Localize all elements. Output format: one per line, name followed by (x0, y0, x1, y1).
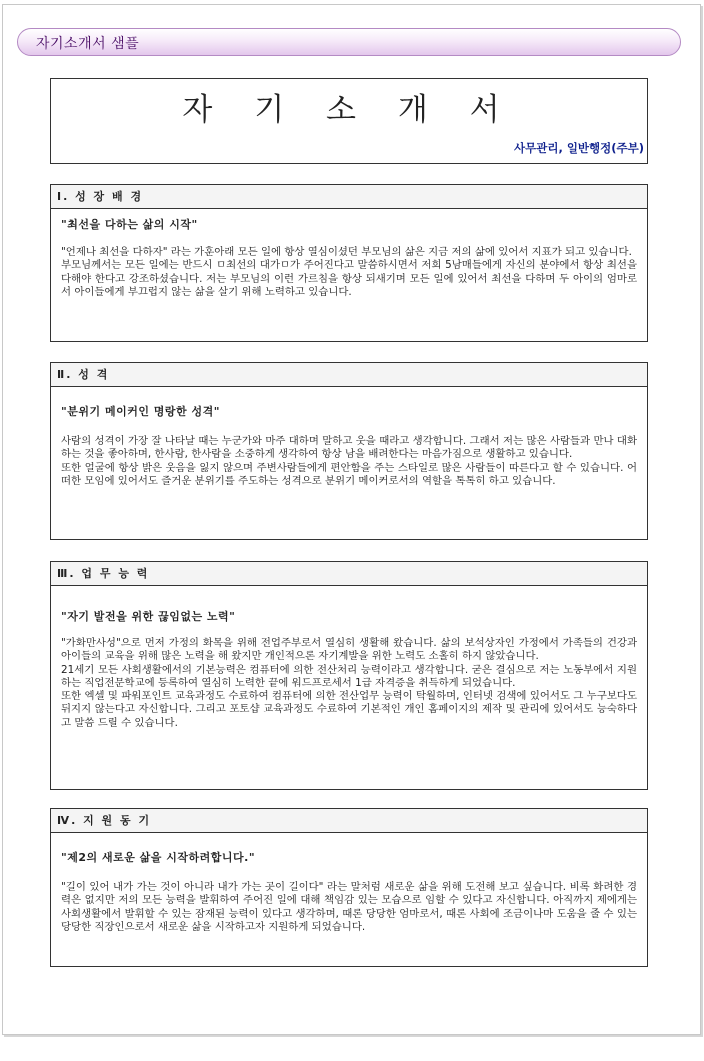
section-paragraph: 사람의 성격이 가장 잘 나타날 때는 누군가와 마주 대하며 말하고 웃을 때라고 생각합니다. 그래서 저는 많은 사람들과 만나 대화하는 것을 좋아하며, 한사람, 한사람을 소중하게 생각하여 항상 남을 배려한다는 마음가짐으로 생활하고 있습니다. (61, 435, 637, 461)
section-paragraph: "언제나 최선을 다하자" 라는 가훈아래 모든 일에 항상 열심이셨던 부모님의 삶은 지금 저의 삶에 있어서 지표가 되고 있습니다. (61, 246, 632, 258)
section-heading: Ⅱ. 성 격 (51, 363, 647, 387)
banner-label: 자기소개서 샘플 (36, 36, 140, 52)
section-heading: Ⅲ. 업 무 능 력 (51, 562, 647, 586)
section-quote: "자기 발전을 위한 끊임없는 노력" (61, 610, 236, 623)
section-quote: "제2의 새로운 삶을 시작하려합니다." (61, 851, 256, 864)
section-paragraph: 부모님께서는 모든 일에는 반드시 ㅁ최선의 대가ㅁ가 주어진다고 말씀하시면서 저희 5남매들에게 자신의 분야에서 항상 최선을 다해야 한다고 강조하셨습니다. 저는 부모님의 이런 가르침을 항상 되새기며 모든 일에 있어서 최선을 다하며 두 아이의 엄마로서 아이들에게 부끄럽지 않는 삶을 살기 위해 노력하고 있습니다. (61, 259, 637, 298)
document-title: 자 기 소 개 서 (182, 92, 516, 128)
section-paragraph: 또한 얼굴에 항상 밝은 웃음을 잃지 않으며 주변사람들에게 편안함을 주는 스타일로 많은 사람들이 따른다고 할 수 있습니다. 어떠한 모임에 있어서도 즐거운 분위기를 주도하는 성격으로 분위기 메이커로서의 역할을 톡톡히 하고 있습니다. (61, 461, 637, 487)
section-personality (50, 362, 648, 540)
section-motivation (50, 808, 648, 967)
section-work-ability (50, 561, 648, 790)
section-growth (50, 184, 648, 342)
section-heading: Ⅰ. 성 장 배 경 (51, 185, 647, 209)
title-box (50, 78, 648, 164)
section-heading: Ⅳ. 지 원 동 기 (51, 809, 647, 833)
section-paragraph: 또한 엑셀 및 파워포인트 교육과정도 수료하여 컴퓨터에 의한 전산업무 능력이 탁월하며, 인터넷 검색에 있어서도 그 누구보다도 뒤지지 않는다고 자신합니다. 그리고 포토샵 교육과정도 수료하여 기본적인 개인 홈페이지의 제작 및 관리에 있어서도 능숙하다고 말씀 드릴 수 있습니다. (61, 690, 637, 729)
section-paragraph: 21세기 모든 사회생활에서의 기본능력은 컴퓨터에 의한 전산처리 능력이라고 생각합니다. 굳은 결심으로 저는 노동부에서 지원하는 직업전문학교에 등록하여 열심히 노력한 끝에 워드프로세서 1급 자격증을 취득하게 되었습니다. (61, 663, 637, 689)
section-paragraph: "길이 있어 내가 가는 것이 아니라 내가 가는 곳이 길이다" 라는 말처럼 새로운 삶을 위해 도전해 보고 싶습니다. 비록 화려한 경력은 없지만 저의 모든 능력을 발휘하여 주어진 일에 대해 책임감 있는 모습으로 임할 수 있다고 자신합니다. 아직까지 제에게는 사회생활에서 발휘할 수 있는 잠재된 능력이 있다고 생각하며, 때론 당당한 엄마로서, 때론 사회에 조금이나마 도움을 줄 수 있는 당당한 직장인으로서 새로운 삶을 시작하고자 지원하게 되었습니다. (61, 881, 637, 933)
job-subtitle: 사무관리, 일반행정(주부) (514, 141, 644, 155)
sample-banner (17, 28, 681, 56)
section-quote: "최선을 다하는 삶의 시작" (61, 218, 198, 231)
section-paragraph: "가화만사성"으로 먼저 가정의 화목을 위해 전업주부로서 열심히 생활해 왔습니다. 삶의 보석상자인 가정에서 가족들의 건강과 아이들의 교육을 위해 많은 노력을 해 왔지만 개인적으론 자기계발을 위한 노력도 소홀히 하지 않았습니다. (61, 637, 637, 663)
section-quote: "분위기 메이커인 명랑한 성격" (61, 405, 220, 418)
